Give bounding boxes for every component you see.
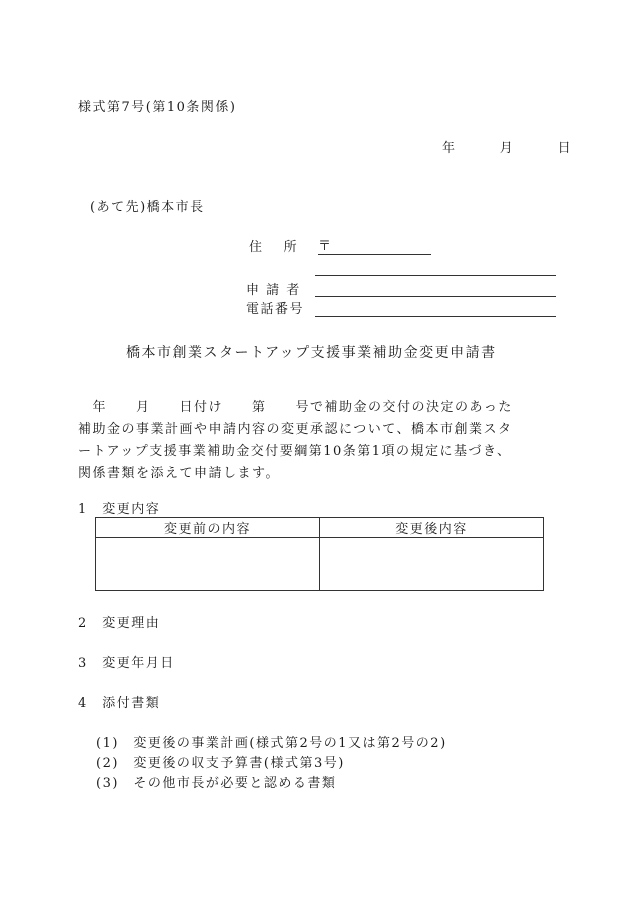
applicant-label: 申 請 者 [246,283,301,298]
after-change-cell[interactable] [320,538,544,591]
section-2-heading: 2 変更理由 [78,616,161,631]
form-number-label: 様式第7号(第10条関係) [78,100,237,115]
date-line [442,137,572,156]
attachment-item-3: (3) その他市長が必要と認める書類 [96,776,337,791]
date-day-label: 日 [557,141,573,156]
date-year-label: 年 [442,141,457,156]
section-1-heading: 1 変更内容 [78,502,161,517]
date-month-label: 月 [499,141,515,156]
applicant-field-line[interactable] [315,296,556,297]
address-label: 住 所 [249,240,299,255]
body-line-3: ートアップ支援事業補助金交付要綱第10条第1項の規定に基づき、 [78,444,512,459]
document-title: 橋本市創業スタートアップ支援事業補助金変更申請書 [126,345,497,361]
body-paragraph [78,397,553,485]
attachment-item-2: (2) 変更後の収支予算書(様式第3号) [96,756,345,771]
addressee: (あて先)橋本市長 [90,200,205,215]
attachment-item-1: (1) 変更後の事業計画(様式第2号の1又は第2号の2) [96,736,447,751]
phone-field-line[interactable] [315,316,556,317]
address-field-line[interactable] [315,275,556,276]
changes-table [95,517,544,591]
body-line-1: 年 月 日付け 第 号で補助金の交付の決定のあった [78,400,513,415]
postal-code-field-line[interactable] [318,254,431,255]
section-3-heading: 3 変更年月日 [78,656,175,671]
section-4-heading: 4 添付書類 [78,696,161,711]
body-line-2: 補助金の事業計画や申請内容の変更承認について、橋本市創業スタ [78,422,513,437]
header-before-change: 変更前の内容 [96,518,320,538]
postal-mark: 〒 [318,239,333,254]
header-after-change: 変更後内容 [320,518,544,538]
phone-label: 電話番号 [246,302,305,317]
before-change-cell[interactable] [96,538,320,591]
body-line-4: 関係書類を添えて申請します。 [78,466,280,481]
